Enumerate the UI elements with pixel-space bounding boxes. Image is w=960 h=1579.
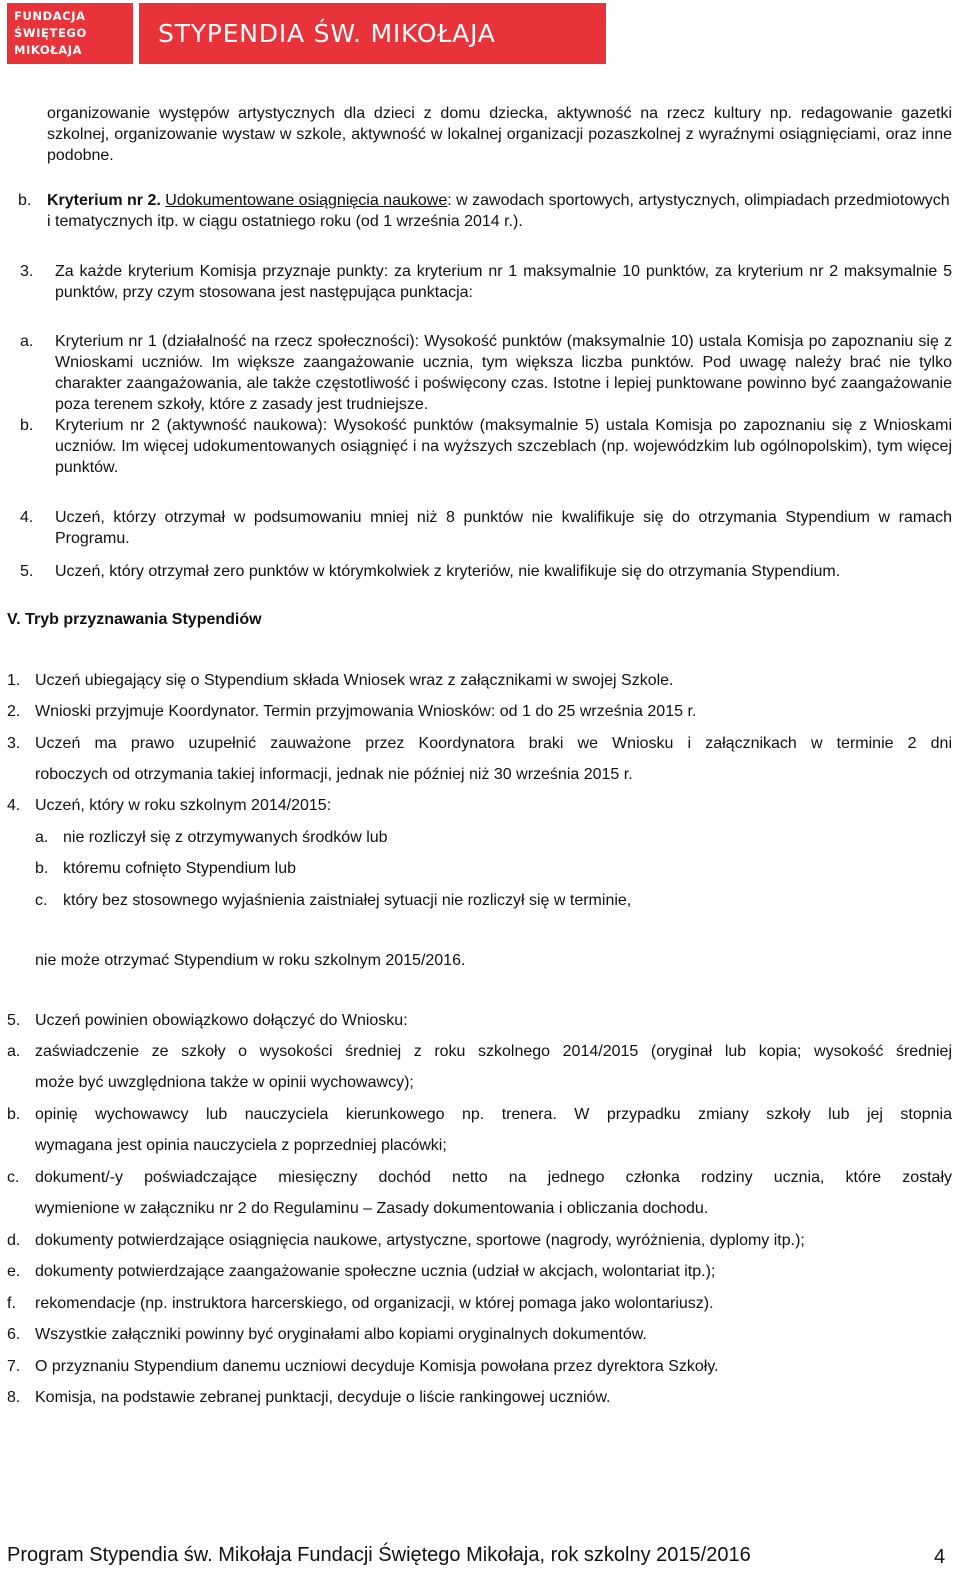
list-item-line: zaświadczenie ze szkoły o wysokości średniej z roku szkolnego 2014/2015 (oryginał lub kopia; wysokość średniej [35, 1043, 952, 1060]
list-marker: 7. [7, 1358, 21, 1375]
list-item: Wnioski przyjmuje Koordynator. Termin przyjmowania Wniosków: od 1 do 25 września 2015 r. [35, 703, 697, 720]
list-item: Uczeń, który w roku szkolnym 2014/2015: [35, 797, 332, 814]
list-item: nie rozliczył się z otrzymywanych środków lub [63, 829, 388, 846]
list-marker: 5. [7, 1012, 21, 1029]
list-marker: 4. [7, 797, 21, 814]
list-item-line: Uczeń ma prawo uzupełnić zauważone przez Koordynatora braki we Wniosku i załącznikach w terminie 2 dni [35, 735, 952, 752]
list-marker: 5. [20, 563, 34, 580]
logo-line: FUNDACJA [14, 9, 86, 23]
list-marker: 6. [7, 1326, 21, 1343]
list-item: dokumenty potwierdzające osiągnięcia naukowe, artystyczne, sportowe (nagrody, wyróżnienia, dyplomy itp.); [35, 1232, 805, 1249]
program-banner: STYPENDIA ŚW. MIKOŁAJA [139, 3, 606, 64]
list-marker: d. [7, 1232, 21, 1249]
list-item-line: opinię wychowawcy lub nauczyciela kierunkowego np. trenera. W przypadku zmiany szkoły lub jej stopnia [35, 1106, 952, 1123]
point-5 [20, 561, 960, 582]
point-3a [20, 331, 952, 415]
list-marker: 3. [7, 735, 21, 752]
list-item: O przyznaniu Stypendium danemu uczniowi decyduje Komisja powołana przez dyrektora Szkoły. [35, 1358, 719, 1375]
point-text: Kryterium nr 1 (działalność na rzecz społeczności): Wysokość punktów (maksymalnie 10) ustala Komisja po zapoznaniu się z Wnioskami uczniów. Im większe zaangażowanie ucznia, tym większa liczba punktów. Pod uwagę należy brać nie tylko charakter zaangażowania, ale także częstotliwość i poświęcony czas. Istotne i lepiej punktowane powinno być zaangażowanie poza terenem szkoły, które z zasady jest trudniejsze. [55, 333, 952, 413]
logo-line: ŚWIĘTEGO [14, 26, 87, 40]
criterion-text: : w zawodach sportowych, artystycznych, olimpiadach przedmiotowych i tematycznych itp. w ciągu ostatniego roku (od 1 września 2014 r.). [47, 192, 950, 230]
point-text: Uczeń, którzy otrzymał w podsumowaniu mniej niż 8 punktów nie kwalifikuje się do otrzymania Stypendium w ramach Programu. [55, 509, 952, 547]
intro-paragraph: organizowanie występów artystycznych dla dzieci z domu dziecka, aktywność na rzecz kultury np. redagowanie gazetki szkolnej, organizowanie wystaw w szkole, aktywność w lokalnej organizacji pozaszkolnej z wyraźnymi osiągnięciami, oraz inne podobne. [47, 105, 952, 164]
list-item: dokumenty potwierdzające zaangażowanie społeczne ucznia (udział w akcjach, wolontariat itp.); [35, 1263, 716, 1280]
point-text: Kryterium nr 2 (aktywność naukowa): Wysokość punktów (maksymalnie 5) ustala Komisja po zapoznaniu się z Wnioskami uczniów. Im więcej udokumentowanych osiągnięć i na wyższych szczeblach (np. wojewódzkim lub ogólnopolskim), tym więcej punktów. [55, 417, 952, 476]
list-marker: 8. [7, 1389, 21, 1406]
list-marker: c. [35, 892, 48, 909]
list-item: Uczeń powinien obowiązkowo dołączyć do Wniosku: [35, 1012, 408, 1029]
list-item-line: wymienione w załączniku nr 2 do Regulaminu – Zasady dokumentowania i obliczania dochodu. [35, 1200, 709, 1217]
list-marker: a. [7, 1043, 21, 1060]
list-item: Uczeń ubiegający się o Stypendium składa Wniosek wraz z załącznikami w swojej Szkole. [35, 672, 674, 689]
list-item-line: może być uwzględniona także w opinii wychowawcy); [35, 1074, 414, 1091]
list-marker: 1. [7, 672, 21, 689]
criterion-b [18, 190, 952, 232]
list-item: rekomendacje (np. instruktora harcerskiego, od organizacji, w której pomaga jako wolontariusz). [35, 1295, 714, 1312]
list-marker: c. [7, 1169, 20, 1186]
criterion-link: Udokumentowane osiągnięcia naukowe [165, 192, 448, 209]
point-3 [20, 261, 952, 303]
list-item-line: roboczych od otrzymania takiej informacji, jednak nie później niż 30 września 2015 r. [35, 766, 633, 783]
list-marker: 4. [20, 509, 34, 526]
foundation-logo [7, 3, 133, 64]
criterion-label: Kryterium nr 2. [47, 192, 161, 209]
point-text: Za każde kryterium Komisja przyznaje punkty: za kryterium nr 1 maksymalnie 10 punktów, za kryterium nr 2 maksymalnie 5 punktów, przy czym stosowana jest następująca punktacja: [55, 263, 952, 301]
section-title: V. Tryb przyznawania Stypendiów [7, 611, 262, 628]
list-marker: e. [7, 1263, 21, 1280]
point-4 [20, 507, 952, 549]
list-marker: b. [35, 860, 49, 877]
list-marker: b. [20, 417, 34, 434]
list-item: któremu cofnięto Stypendium lub [63, 860, 297, 877]
list-marker: b. [18, 192, 32, 209]
list-item-line: wymagana jest opinia nauczyciela z poprzedniej placówki; [35, 1137, 447, 1154]
list-item: Wszystkie załączniki powinny być oryginałami albo kopiami oryginalnych dokumentów. [35, 1326, 647, 1343]
list-item: Komisja, na podstawie zebranej punktacji, decyduje o liście rankingowej uczniów. [35, 1389, 611, 1406]
list-item: który bez stosownego wyjaśnienia zaistniałej sytuacji nie rozliczył się w terminie, [63, 892, 632, 909]
logo-line: MIKOŁAJA [14, 43, 83, 57]
point-text: Uczeń, który otrzymał zero punktów w którymkolwiek z kryteriów, nie kwalifikuje się do otrzymania Stypendium. [55, 563, 841, 580]
page-footer: Program Stypendia św. Mikołaja Fundacji Świętego Mikołaja, rok szkolny 2015/2016 [7, 1544, 751, 1566]
conclusion-text: nie może otrzymać Stypendium w roku szkolnym 2015/2016. [35, 952, 466, 969]
list-item-line: dokument/-y poświadczające miesięczny dochód netto na jednego członka rodziny ucznia, które zostały [35, 1169, 952, 1186]
list-marker: 2. [7, 703, 21, 720]
list-marker: b. [7, 1106, 21, 1123]
page-number: 4 [934, 1546, 946, 1568]
point-3b [20, 415, 952, 478]
list-marker: f. [7, 1295, 16, 1312]
list-marker: a. [20, 333, 34, 350]
list-marker: 3. [20, 263, 34, 280]
list-marker: a. [35, 829, 49, 846]
